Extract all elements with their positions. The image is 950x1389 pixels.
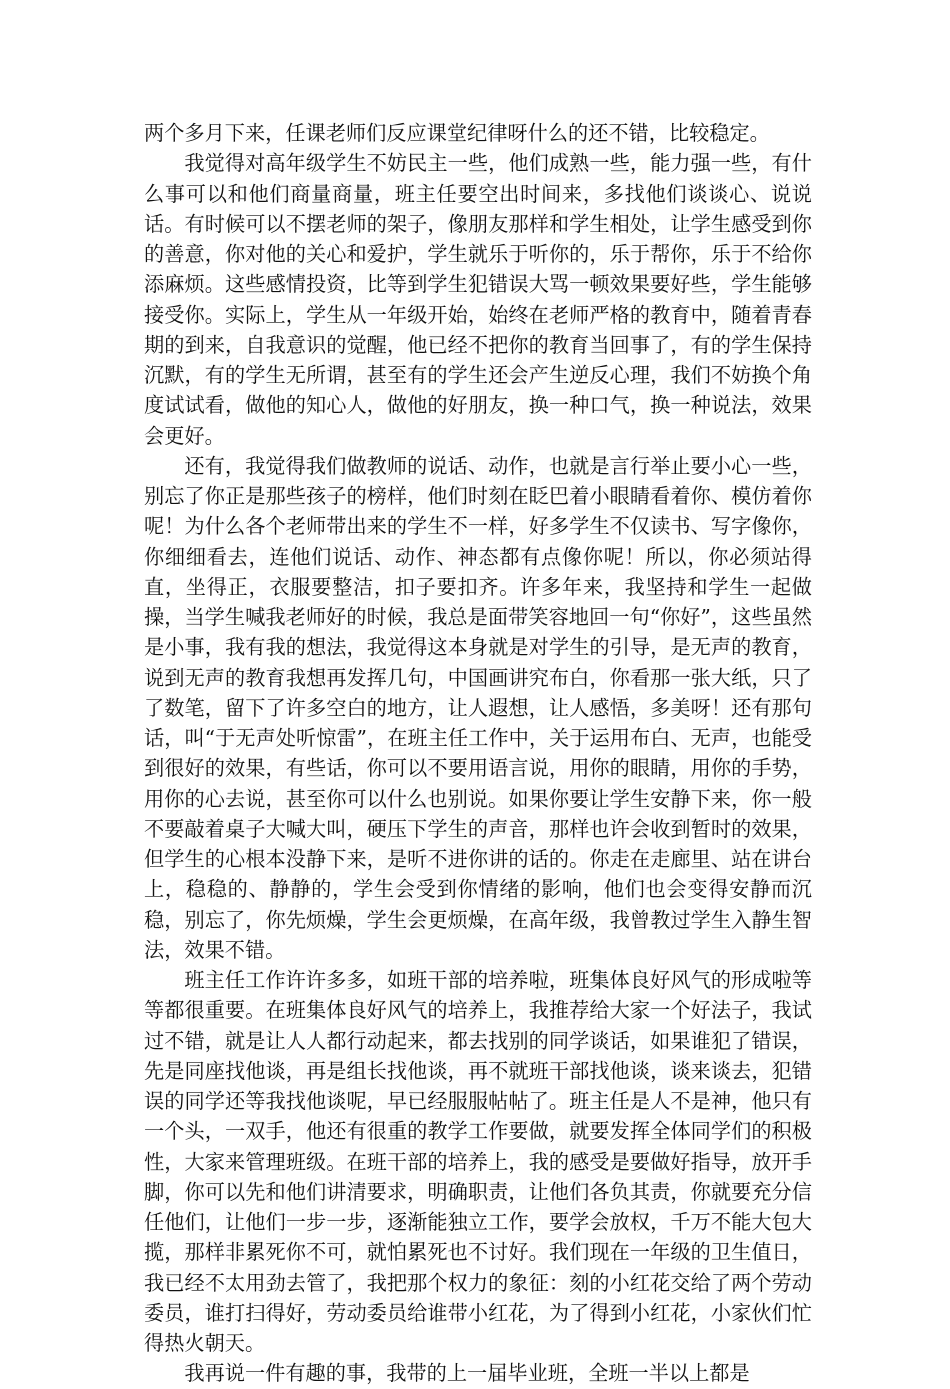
paragraph-role-model: 还有，我觉得我们做教师的说话、动作，也就是言行举止要小心一些，别忘了你正是那些孩子的榜样，他们时刻在眨巴着小眼睛看着你、模仿着你呢！为什么各个老师带出来的学生不一样，好多学生不仅读书、写字像你，你细细看去，连他们说话、动作、神态都有点像你呢！所以，你必须站得直，坐得正，衣服要整洁，扣子要扣齐。许多年来，我坚持和学生一起做操，当学生喊我老师好的时候，我总是面带笑容地回一句“你好”，这些虽然是小事，我有我的想法，我觉得这本身就是对学生的引导，是无声的教育，说到无声的教育我想再发挥几句，中国画讲究布白，你看那一张大纸，只了了数笔，留下了许多空白的地方，让人遐想，让人感悟，多美呀！还有那句话，叫“于无声处听惊雷”，在班主任工作中，关于运用布白、无声，也能受到很好的效果，有些话，你可以不要用语言说，用你的眼睛，用你的手势，用你的心去说，甚至你可以什么也别说。如果你要让学生安静下来，你一般不要敲着桌子大喊大叫，硬压下学生的声音，那样也许会收到暂时的效果，但学生的心根本没静下来，是听不进你讲的话的。你走在走廊里、站在讲台上，稳稳的、静静的，学生会受到你情绪的影响，他们也会变得安静而沉稳，别忘了，你先烦燥，学生会更烦燥，在高年级，我曾教过学生入静生智法，效果不错。 [144, 453, 812, 962]
paragraph-anecdote: 我再说一件有趣的事，我带的上一届毕业班，全班一半以上都是 [184, 1361, 750, 1386]
paragraph-class-cadres: 班主任工作许许多多，如班干部的培养啦，班集体良好风气的形成啦等等都很重要。在班集体良好风气的培养上，我推荐给大家一个好法子，我试过不错，就是让人人都行动起来，都去找别的同学谈话，如果谁犯了错误，先是同座找他谈，再是组长找他谈，再不就班干部找他谈，谈来谈去，犯错误的同学还等我找他谈呢，早已经服服帖帖了。班主任是人不是神，他只有一个头，一双手，他还有很重的教学工作要做，就要发挥全体同学们的积极性，大家来管理班级。在班干部的培养上，我的感受是要做好指导，放开手脚，你可以先和他们讲清要求，明确职责，让他们各负其责，你就要充分信任他们，让他们一步一步，逐渐能独立工作，要学会放权，千万不能大包大揽，那样非累死你不可，就怕累死也不讨好。我们现在一年级的卫生值日，我已经不太用劲去管了，我把那个权力的象征：刻的小红花交给了两个劳动委员，谁打扫得好，劳动委员给谁带小红花，为了得到小红花，小家伙们忙得热火朝天。 [144, 968, 812, 1355]
paragraph-continuation: 两个多月下来，任课老师们反应课堂纪律呀什么的还不错，比较稳定。 [144, 121, 770, 145]
document-page [144, 118, 812, 1389]
paragraph-democracy: 我觉得对高年级学生不妨民主一些，他们成熟一些，能力强一些，有什么事可以和他们商量商量，班主任要空出时间来，多找他们谈谈心、说说话。有时候可以不摆老师的架子，像朋友那样和学生相处，让学生感受到你的善意，你对他的关心和爱护，学生就乐于听你的，乐于帮你，乐于不给你添麻烦。这些感情投资，比等到学生犯错误大骂一顿效果要好些，学生能够接受你。实际上，学生从一年级开始，始终在老师严格的教育中，随着青春期的到来，自我意识的觉醒，他已经不把你的教育当回事了，有的学生保持沉默，有的学生无所谓，甚至有的学生还会产生逆反心理，我们不妨换个角度试试看，做他的知心人，做他的好朋友，换一种口气，换一种说法，效果会更好。 [144, 151, 812, 448]
